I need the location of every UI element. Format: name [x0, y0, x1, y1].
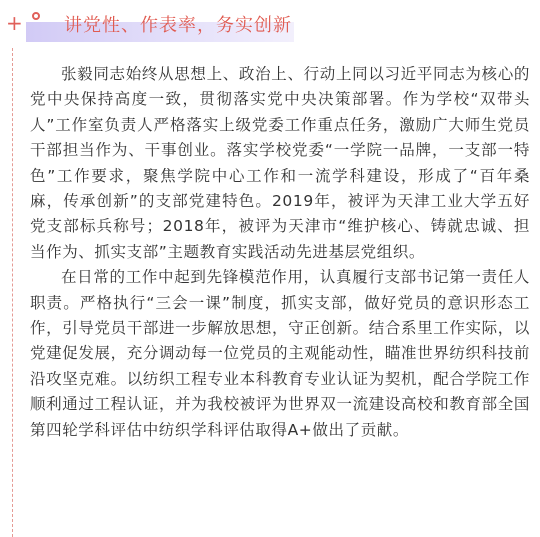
section-title: 讲党性、作表率，务实创新: [64, 15, 292, 36]
dashed-divider: [12, 48, 13, 537]
paragraph-2: 在日常的工作中起到先锋模范作用，认真履行支部书记第一责任人职责。严格执行“三会一课”制度，抓实支部，做好党员的意识形态工作，引导党员干部进一步解放思想，守正创新。结合系里工作实际，以党建促发展，充分调动每一位党员的主观能动性，瞄准世界纺织科技前沿攻坚克难。以纺织工程专业本科教育专业认证为契机，配合学院工作顺利通过工程认证，并为我校被评为世界双一流建设高校和教育部全国第四轮学科评估中纺织学科评估取得A+做出了贡献。: [30, 268, 530, 439]
paragraph-1: 张毅同志始终从思想上、政治上、行动上同以习近平同志为核心的党中央保持高度一致，贯彻落实党中央决策部署。作为学校“双带头人”工作室负责人严格落实上级党委工作重点任务，激励广大师生党员干部担当作为、干事创业。落实学校党委“一学院一品牌，一支部一特色”工作要求，聚焦学院中心工作和一流学科建设，形成了“百年桑麻，传承创新”的支部党建特色。2019年，被评为天津工业大学五好党支部标兵称号；2018年，被评为天津市“维护核心、铸就忠诚、担当作为、抓实支部”主题教育实践活动先进基层党组织。: [30, 65, 530, 261]
circle-icon: [32, 12, 40, 20]
section-header: [0, 0, 540, 48]
plus-icon: +: [6, 11, 23, 35]
article-body: [30, 62, 530, 443]
